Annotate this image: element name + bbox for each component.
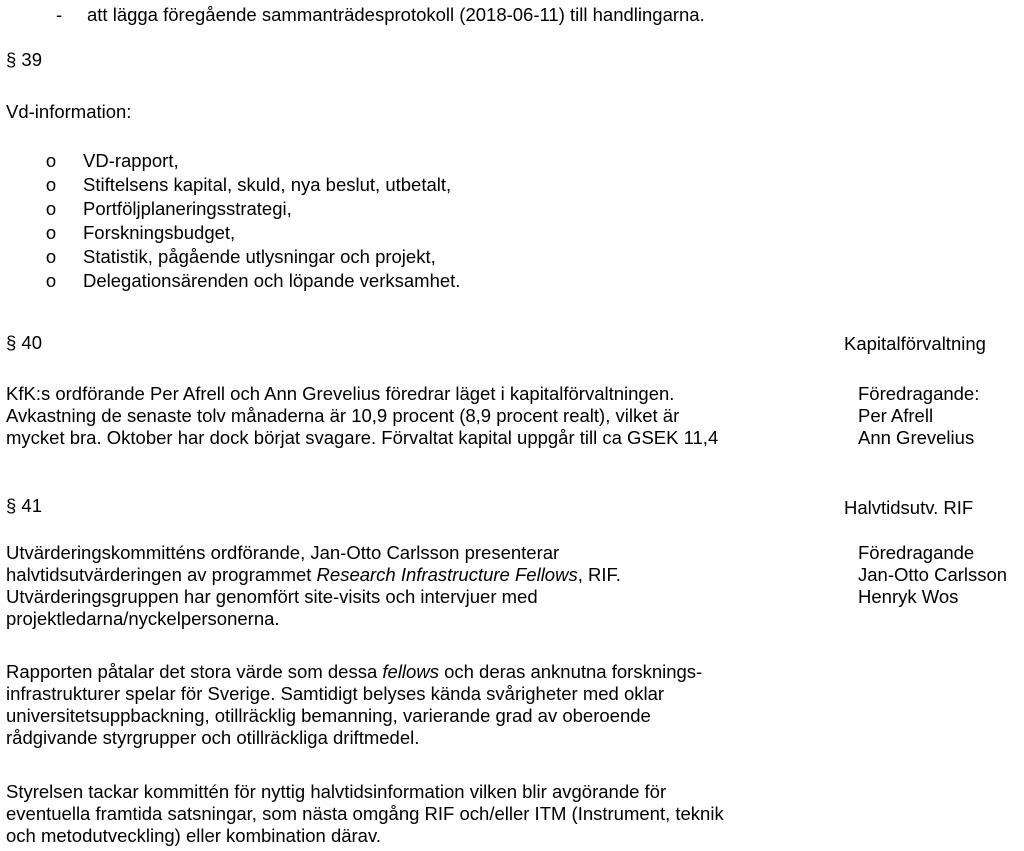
presenters-label: Föredragande [858, 542, 975, 563]
bullet-marker: o [45, 198, 57, 219]
section-41-heading: § 41 [6, 495, 43, 516]
list-item-text: Forskningsbudget, [83, 222, 236, 243]
section-41-paragraph-2 [6, 661, 702, 749]
bullet-marker: o [45, 246, 57, 267]
bullet-marker: o [45, 174, 57, 195]
presenters-label: Föredragande: [858, 383, 980, 404]
body-line: Utvärderingskommitténs ordförande, Jan-Otto Carlsson presenterar [6, 542, 560, 563]
body-line [6, 564, 621, 586]
body-line: projektledarna/nyckelpersonerna. [6, 608, 280, 629]
presenter-name: Henryk Wos [858, 586, 959, 607]
text-run: , RIF. [577, 564, 621, 585]
bullet-marker: o [45, 150, 57, 171]
italic-term: fellows [382, 661, 439, 682]
list-item-text: Delegationsärenden och löpande verksamhet. [83, 270, 461, 291]
body-line: och metodutveckling) eller kombination därav. [6, 825, 381, 846]
presenter-name: Jan-Otto Carlsson [858, 564, 1008, 585]
body-line: eventuella framtida satsningar, som nästa omgång RIF och/eller ITM (Instrument, teknik [6, 803, 724, 824]
body-line: Styrelsen tackar kommittén för nyttig halvtidsinformation vilken blir avgörande för [6, 781, 667, 802]
body-line: rådgivande styrgrupper och otillräckliga driftmedel. [6, 727, 420, 748]
list-item-text: Portföljplaneringsstrategi, [83, 198, 292, 219]
section-41-side-title: Halvtidsutv. RIF [844, 497, 974, 518]
section-40-body [6, 383, 718, 449]
body-line: Utvärderingsgruppen har genomfört site-visits och intervjuer med [6, 586, 538, 607]
program-name: Research Infrastructure Fellows [316, 564, 578, 585]
section-40-heading: § 40 [6, 332, 43, 353]
body-line: infrastrukturer spelar för Sverige. Samtidigt belyses kända svårigheter med oklar [6, 683, 665, 704]
list-dash: - [56, 4, 63, 25]
list-item-text: Statistik, pågående utlysningar och projekt, [83, 246, 436, 267]
text-run: Rapporten påtalar det stora värde som dessa [6, 661, 383, 682]
body-line: Avkastning de senaste tolv månaderna är 10,9 procent (8,9 procent realt), vilket är [6, 405, 680, 426]
bullet-marker: o [45, 270, 57, 291]
section-41-presenters [858, 542, 1007, 608]
section-39-heading: § 39 [6, 49, 43, 70]
body-line [6, 661, 702, 683]
motion-text: att lägga föregående sammanträdesprotokoll (2018-06-11) till handlingarna. [87, 4, 705, 25]
body-line: KfK:s ordförande Per Afrell och Ann Grevelius föredrar läget i kapitalförvaltningen. [6, 383, 675, 404]
section-39-subheading: Vd-information: [6, 101, 132, 122]
section-40-presenters [858, 383, 979, 449]
section-41-paragraph-3 [6, 781, 724, 847]
section-40-side-title: Kapitalförvaltning [844, 333, 986, 354]
presenter-name: Ann Grevelius [858, 427, 975, 448]
text-run: och deras anknutna forsknings- [438, 661, 703, 682]
body-line: universitetsuppbackning, otillräcklig bemanning, varierande grad av oberoende [6, 705, 651, 726]
list-item-text: Stiftelsens kapital, skuld, nya beslut, utbetalt, [83, 174, 452, 195]
section-41-paragraph-1 [6, 542, 621, 630]
text-run: halvtidsutvärderingen av programmet [6, 564, 317, 585]
body-line: mycket bra. Oktober har dock börjat svagare. Förvaltat kapital uppgår till ca GSEK 11,4 [6, 427, 719, 448]
bullet-marker: o [45, 222, 57, 243]
list-item-text: VD-rapport, [83, 150, 179, 171]
presenter-name: Per Afrell [858, 405, 934, 426]
